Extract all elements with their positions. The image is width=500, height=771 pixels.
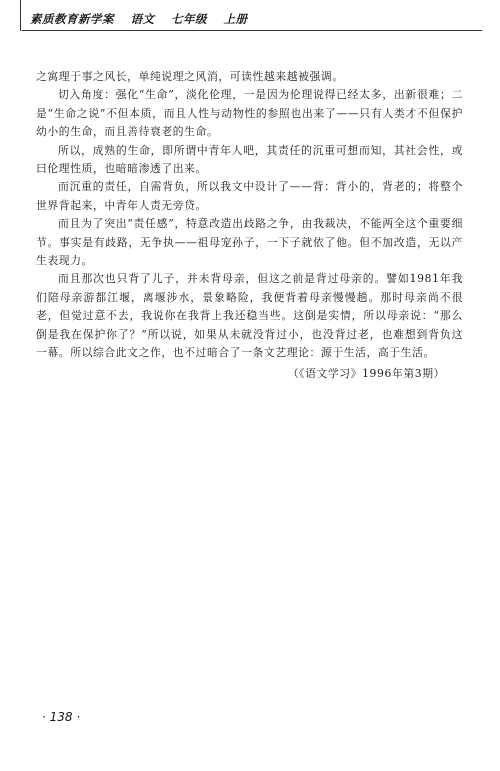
running-header bbox=[0, 0, 500, 38]
paragraph-5: 而且为了突出“责任感”，特意改造出歧路之争，由我裁决，不能两全这个重要细节。事实是有歧路，无争执——祖母宠孙子，一下子就依了他。但不加改造，无以产生表现力。 bbox=[36, 217, 463, 268]
paragraph-6: 而且那次也只背了儿子，并未背母亲，但这之前是背过母亲的。譬如1981年我们陪母亲游都江堰，离堰涉水，景象略险，我便背着母亲慢慢趟。那时母亲尚不很老，但觉过意不去，我说你在我背上我还稳当些。这倒是实情，所以母亲说：“那么倒是我在保护你了？”所以说，如果从未就没背过小，也没背过老，也难想到背负这一幕。所以综合此文之作，也不过暗合了一条文艺理论：源于生活，高于生活。 bbox=[36, 272, 463, 360]
header-rule bbox=[22, 30, 482, 31]
header-volume: 上册 bbox=[223, 12, 248, 26]
paragraph-2: 切入角度：强化“生命”，淡化伦理，一是因为伦理说得已经太多，出新很难；二是“生命之说”不但本质，而且人性与动物性的参照也出来了——只有人类才不但保护幼小的生命，而且善待衰老的生命。 bbox=[36, 88, 463, 139]
header-text bbox=[30, 11, 260, 27]
paragraph-4: 而沉重的责任，自需背负，所以我文中设计了——背：背小的，背老的；将整个世界背起来，中青年人责无旁贷。 bbox=[36, 180, 463, 212]
source-citation: （《语文学习》1996年第3期） bbox=[287, 366, 445, 380]
header-series: 素质教育新学案 bbox=[30, 12, 114, 26]
paragraph-3: 所以，成熟的生命，即所谓中青年人吧，其责任的沉重可想而知，其社会性，或曰伦理性质，也暗暗渗透了出来。 bbox=[36, 143, 463, 176]
header-grade: 七年级 bbox=[171, 12, 208, 26]
header-subject: 语文 bbox=[130, 12, 155, 26]
page-number: · 138 · bbox=[42, 710, 81, 724]
article-body bbox=[36, 68, 463, 383]
paragraph-1: 之寓理于事之风长，单纯说理之风消，可读性越来越被强调。 bbox=[36, 70, 344, 83]
header-corner-rule bbox=[20, 0, 25, 31]
